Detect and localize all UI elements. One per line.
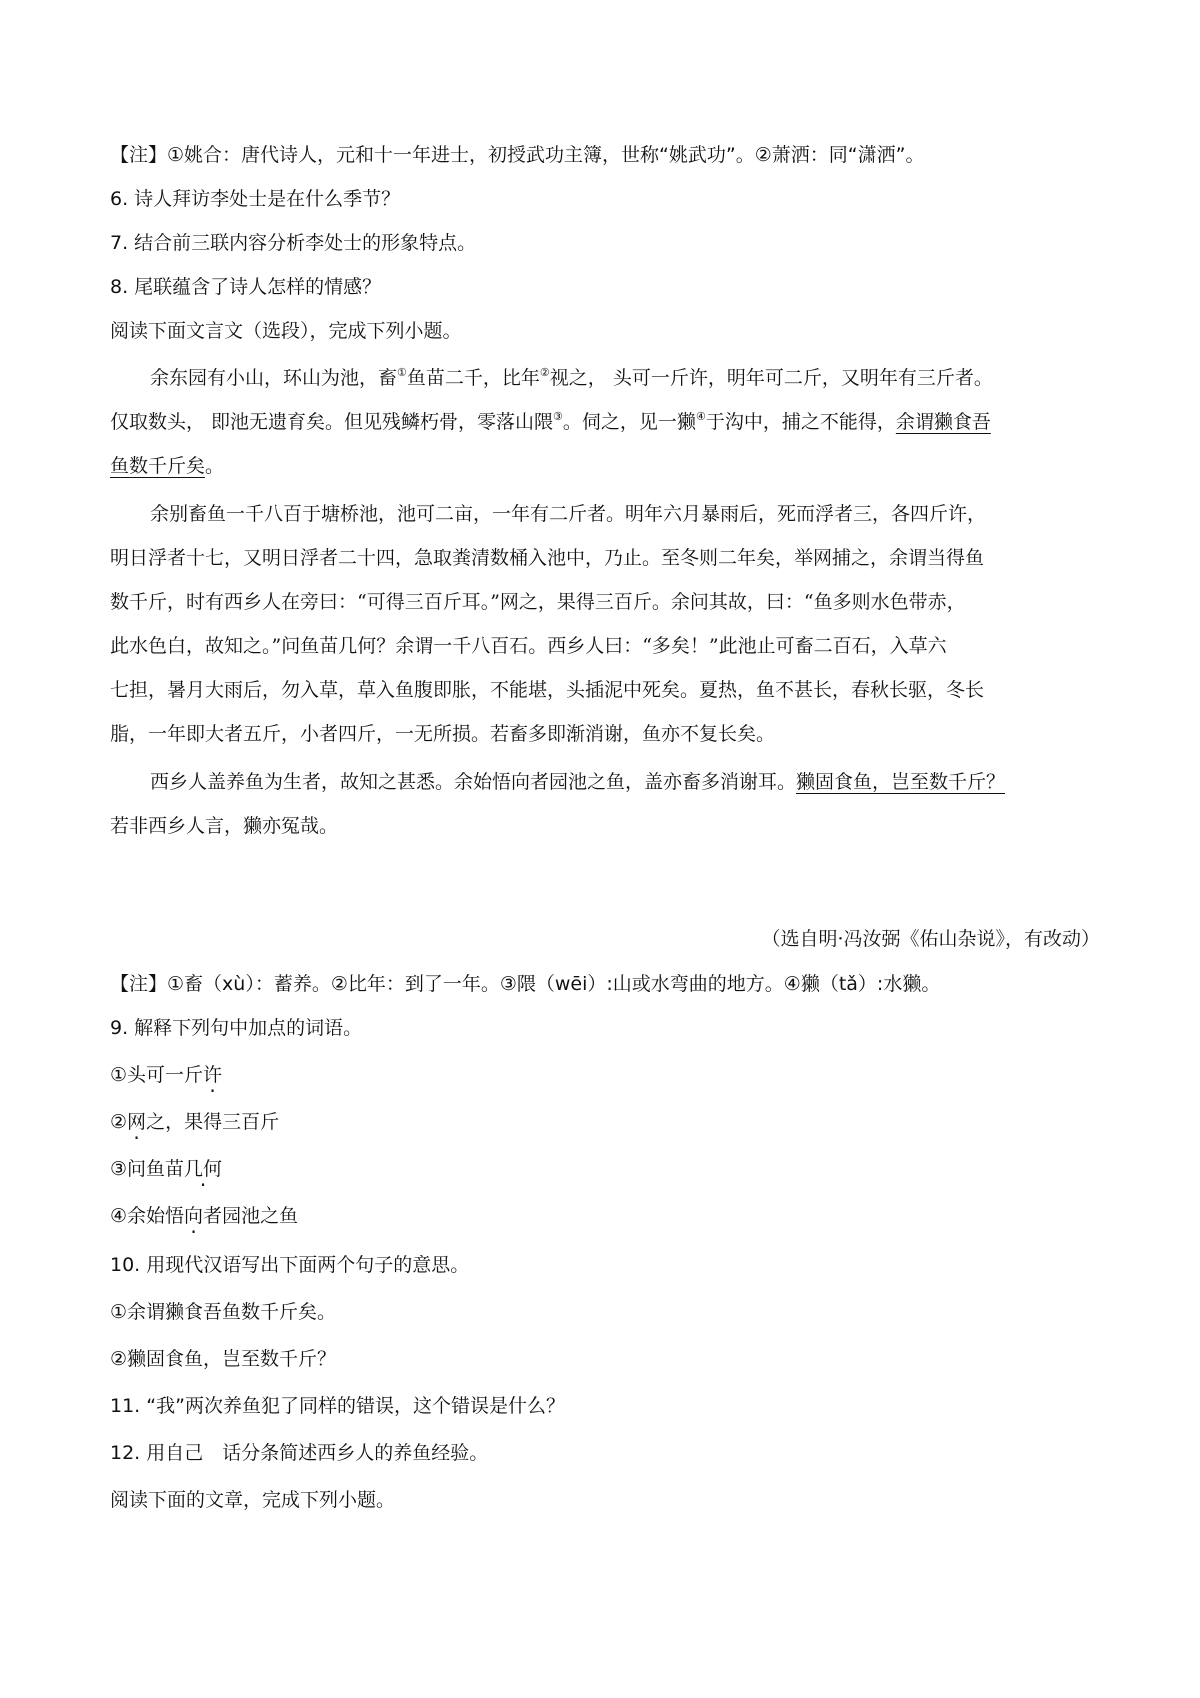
underlined-sentence-1b: 鱼数千斤矣 bbox=[110, 455, 206, 477]
p1-text-f: 于沟中，捕之不能得， bbox=[705, 411, 896, 433]
p2-line-3: 数千斤，时有西乡人在旁曰：“可得三百斤耳。”网之，果得三百斤。余问其故，曰：“鱼多则水色带赤， bbox=[110, 591, 966, 613]
p2-line-2: 明日浮者十七，又明日浮者二十四，急取粪清数桶入池中，乃止。至冬则二年矣，举网捕之，余谓当得鱼 bbox=[110, 547, 985, 569]
dotted-word-4: 向 bbox=[184, 1205, 204, 1227]
p1-text-c: 视之， 头可一斤许，明年可二斤，又明年有三斤者。 bbox=[549, 367, 993, 389]
q9-item-4-pre: ④余始悟 bbox=[110, 1205, 185, 1227]
question-9: 9. 解释下列句中加点的词语。 bbox=[110, 1017, 363, 1039]
q10-item-2: ②獭固食鱼，岂至数千斤？ bbox=[110, 1348, 337, 1370]
q9-item-4-post: 者园池之鱼 bbox=[203, 1205, 299, 1227]
question-6: 6. 诗人拜访李处士是在什么季节？ bbox=[110, 188, 401, 210]
underlined-sentence-2: 獭固食鱼，岂至数千斤？ bbox=[796, 771, 1006, 793]
p1-text-g: 。 bbox=[205, 455, 225, 477]
dotted-word-1: 许 bbox=[203, 1064, 223, 1086]
p1-text-b: 鱼苗二千，比年 bbox=[406, 367, 540, 389]
q10-item-1: ①余谓獭食吾鱼数千斤矣。 bbox=[110, 1301, 337, 1323]
section-intro-article: 阅读下面的文章，完成下列小题。 bbox=[110, 1489, 396, 1511]
question-11: 11. “我”两次养鱼犯了同样的错误，这个错误是什么？ bbox=[110, 1395, 565, 1417]
p1-text-e: 。伺之，见一獭 bbox=[562, 411, 696, 433]
note-yao-he: 【注】①姚合：唐代诗人，元和十一年进士，初授武功主簿，世称“姚武功”。②萧洒：同“潇洒”。 bbox=[110, 144, 925, 166]
source-citation: （选自明·冯汝弼《佑山杂说》，有改动） bbox=[761, 928, 1100, 950]
section-intro-classical: 阅读下面文言文（选段），完成下列小题。 bbox=[110, 320, 462, 342]
p1-text-a: 余东园有小山，环山为池，畜 bbox=[150, 367, 398, 389]
footnote-marker-2: ② bbox=[539, 366, 550, 379]
p3-text-a: 西乡人盖养鱼为生者，故知之甚悉。余始悟向者园池之鱼，盖亦畜多消谢耳。 bbox=[150, 771, 797, 793]
q9-item-2 bbox=[110, 1110, 279, 1134]
p1-text-d: 仅取数头， 即池无遗育矣。但见残鳞朽骨，零落山隈 bbox=[110, 411, 554, 433]
dotted-word-3: 几何 bbox=[184, 1158, 223, 1180]
dotted-word-2: 网 bbox=[127, 1111, 147, 1133]
p2-line-4: 此水色白，故知之。”问鱼苗几何？余谓一千八百石。西乡人曰：“多矣！”此池止可畜二百石，入草六 bbox=[110, 635, 947, 657]
p2-line-6: 脂，一年即大者五斤，小者四斤，一无所损。若畜多即渐消谢，鱼亦不复长矣。 bbox=[110, 723, 776, 745]
q9-item-4 bbox=[110, 1204, 298, 1228]
q9-item-1-pre: ①头可一斤 bbox=[110, 1064, 204, 1086]
question-12: 12. 用自己 话分条简述西乡人的养鱼经验。 bbox=[110, 1442, 489, 1464]
footnote-marker-1: ① bbox=[397, 366, 407, 379]
p2-line-1: 余别畜鱼一千八百于塘桥池，池可二亩，一年有二斤者。明年六月暴雨后，死而浮者三，各四斤许， bbox=[150, 503, 987, 525]
p3-text-b: 若非西乡人言，獭亦冤哉。 bbox=[110, 815, 339, 837]
note-vocabulary: 【注】①畜（xù）：蓄养。②比年：到了一年。③隈（wēi）:山或水弯曲的地方。④獭（tǎ）:水獭。 bbox=[110, 973, 941, 995]
question-10: 10. 用现代汉语写出下面两个句子的意思。 bbox=[110, 1254, 470, 1276]
q9-item-3 bbox=[110, 1157, 222, 1181]
question-7: 7. 结合前三联内容分析李处士的形象特点。 bbox=[110, 232, 477, 254]
footnote-marker-3: ③ bbox=[553, 410, 563, 423]
q9-item-2-pre: ② bbox=[110, 1111, 128, 1133]
q9-item-1 bbox=[110, 1063, 222, 1087]
p2-line-5: 七担，暑月大雨后，勿入草，草入鱼腹即胀，不能堪，头插泥中死矣。夏热，鱼不甚长，春秋长驱，冬长 bbox=[110, 679, 985, 701]
footnote-marker-4: ④ bbox=[695, 410, 706, 423]
q9-item-2-post: 之，果得三百斤 bbox=[146, 1111, 280, 1133]
question-8: 8. 尾联蕴含了诗人怎样的情感？ bbox=[110, 276, 382, 298]
q9-item-3-pre: ③问鱼苗 bbox=[110, 1158, 185, 1180]
underlined-sentence-1a: 余谓獭食吾 bbox=[895, 411, 991, 433]
